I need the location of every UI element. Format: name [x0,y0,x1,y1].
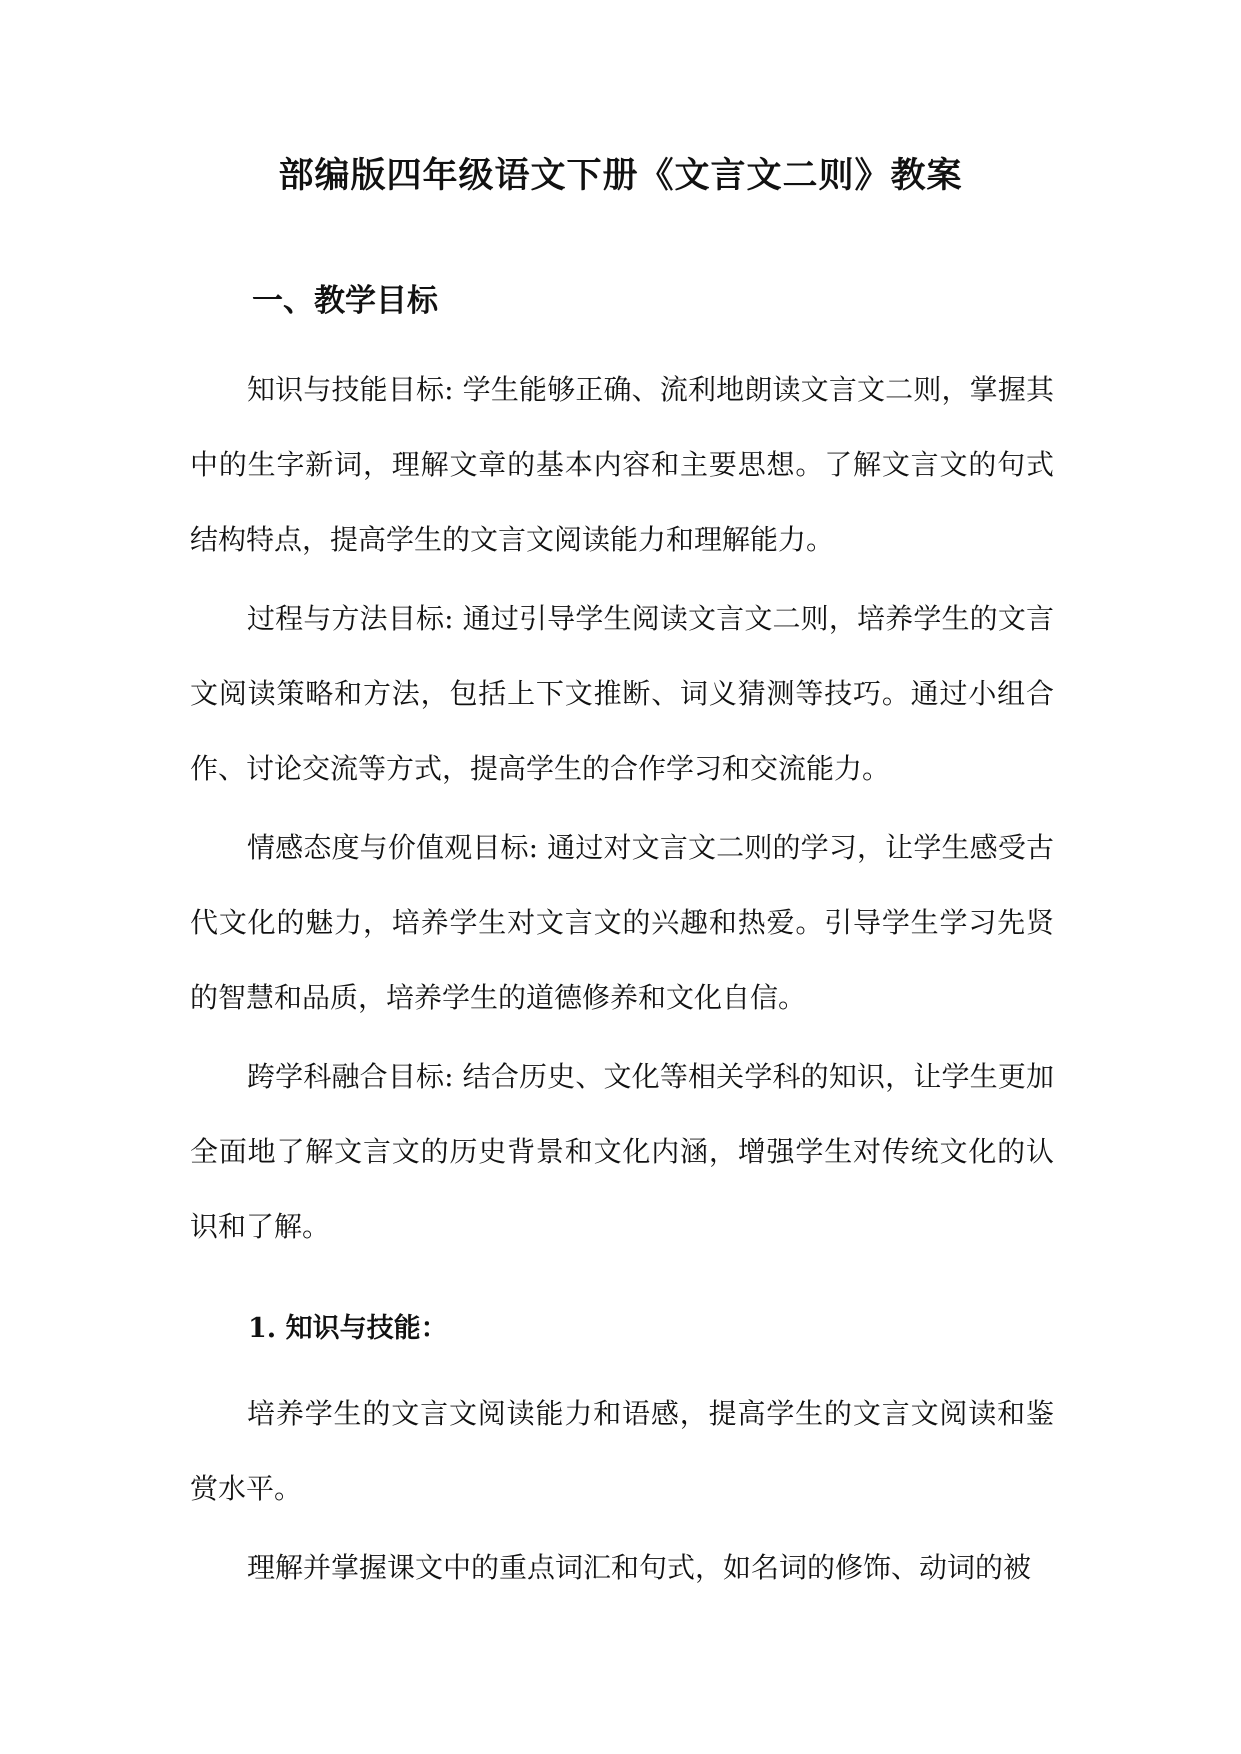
document-title: 部编版四年级语文下册《文言文二则》教案 [278,155,963,196]
paragraph-process-method-goal: 过程与方法目标: 通过引导学生阅读文言文二则，培养学生的文言文阅读策略和方法，包括上下文推断、词义猜测等技巧。通过小组合作、讨论交流等方式，提高学生的合作学习和交流能力。 [190,602,1054,785]
subsection-heading-knowledge-skills: 1. 知识与技能： [248,1313,448,1344]
paragraph-cross-discipline-goal: 跨学科融合目标: 结合历史、文化等相关学科的知识，让学生更加全面地了解文言文的历史背景和文化内涵，增强学生对传统文化的认识和了解。 [190,1060,1054,1243]
paragraph-knowledge-skills-goal: 知识与技能目标: 学生能够正确、流利地朗读文言文二则，掌握其中的生字新词，理解文章的基本内容和主要思想。了解文言文的句式结构特点，提高学生的文言文阅读能力和理解能力。 [190,373,1054,556]
paragraph-key-vocabulary: 理解并掌握课文中的重点词汇和句式，如名词的修饰、动词的被 [247,1551,1032,1584]
paragraph-reading-ability: 培养学生的文言文阅读能力和语感，提高学生的文言文阅读和鉴赏水平。 [190,1397,1054,1505]
paragraph-emotion-values-goal: 情感态度与价值观目标: 通过对文言文二则的学习，让学生感受古代文化的魅力，培养学生对文言文的兴趣和热爱。引导学生学习先贤的智慧和品质，培养学生的道德修养和文化自信。 [190,831,1054,1014]
section-heading-teaching-goals: 一、教学目标 [252,283,438,319]
